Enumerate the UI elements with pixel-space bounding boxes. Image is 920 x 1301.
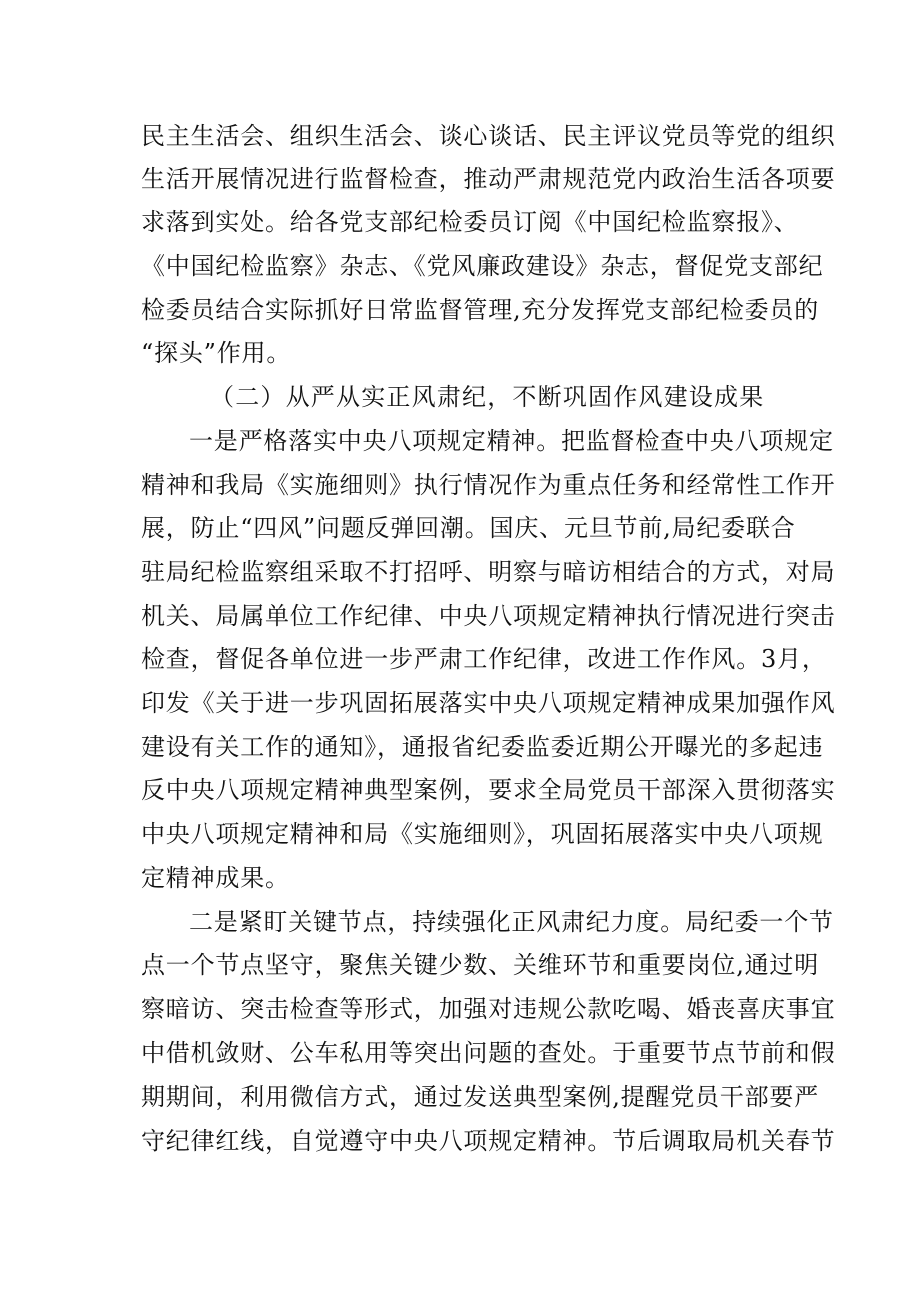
paragraph-first-line: 二是紧盯关键节点，持续强化正风肃纪力度。局纪委一个节 [189,908,834,936]
paragraph-line: 点一个节点坚守，聚焦关键少数、关维环节和重要岗位,通过明 [141,951,820,979]
paragraph-line: 中央八项规定精神和局《实施细则》，巩固拓展落实中央八项规 [141,820,824,848]
paragraph-line-last: 定精神成果。 [141,864,290,892]
paragraph-line: 求落到实处。给各党支部纪检委员订阅《中国纪检监察报》、 [141,208,799,236]
paragraph-line: 检委员结合实际抓好日常监督管理,充分发挥党支部纪检委员的 [141,296,820,324]
paragraph-line: 生活开展情况进行监督检查，推动严肃规范党内政治生活各项要 [141,165,836,193]
paragraph-line: 守纪律红线，自觉遵守中央八项规定精神。节后调取局机关春节 [141,1127,836,1155]
paragraph-line: 驻局纪检监察组采取不打招呼、明察与暗访相结合的方式，对局 [141,558,836,586]
paragraph-line: 期期间，利用微信方式，通过发送典型案例,提醒党员干部要严 [141,1083,820,1111]
section-heading: （二）从严从实正风肃纪，不断巩固作风建设成果 [210,383,765,411]
paragraph-line-last: “探头”作用。 [141,339,292,367]
paragraph-line: 建设有关工作的通知》，通报省纪委监委近期公开曝光的多起违 [141,733,824,761]
paragraph-line: 察暗访、突击检查等形式，加强对违规公款吃喝、婚丧喜庆事宜 [141,995,836,1023]
paragraph-line: 检查，督促各单位进一步严肃工作纪律，改进工作作风。3月， [141,645,827,673]
paragraph-line: 反中央八项规定精神典型案例，要求全局党员干部深入贯彻落实 [141,776,836,804]
paragraph-line: 民主生活会、组织生活会、谈心谈话、民主评议党员等党的组织 [141,122,836,150]
paragraph-line: 机关、局属单位工作纪律、中央八项规定精神执行情况进行突击 [141,602,836,630]
paragraph-line: 精神和我局《实施细则》执行情况作为重点任务和经常性工作开 [141,471,836,499]
paragraph-line: 中借机敛财、公车私用等突出问题的查处。于重要节点节前和假 [141,1039,836,1067]
paragraph-line: 印发《关于进一步巩固拓展落实中央八项规定精神成果加强作风 [141,689,836,717]
paragraph-first-line: 一是严格落实中央八项规定精神。把监督检查中央八项规定 [189,427,834,455]
paragraph-line: 展，防止“四风”问题反弹回潮。国庆、元旦节前,局纪委联合 [141,514,796,542]
paragraph-line: 《中国纪检监察》杂志、《党风廉政建设》杂志，督促党支部纪 [141,252,824,280]
